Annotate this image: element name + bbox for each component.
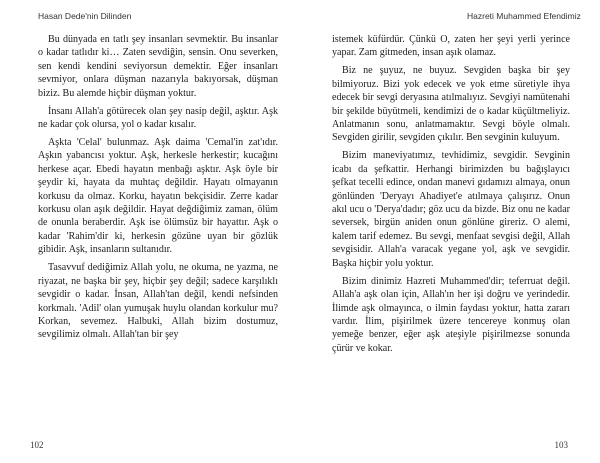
left-running-head: Hasan Dede'nin Dilinden (38, 11, 132, 21)
right-paragraph-3: Bizim maneviyatımız, tevhidimiz, sevgidir. Sevginin icabı da şefkattir. Herhangi birimizden bu bağışlayıcı şefkat tecelli edince, ondan manevi gıdamızı almaya, onun gönlünden 'Deryayı Ahadiyet'e atılmaya çalışırız. Onun akıl ucu o 'Derya'dadır; göz ucu da bizde. Biz onu ne kadar seversek, birgün aniden onun gönlüne gireriz. O alemi, kalem tarif edemez. Bu sevgi, menfaat sevgisi değil, Allah sevgisidir. Allah'a varacak yegane yol, aşk ve sevgidir. Başka hiçbir yolu yoktur. (332, 150, 570, 269)
right-running-head: Hazreti Muhammed Efendimiz (467, 11, 581, 21)
left-paragraph-1: Bu dünyada en tatlı şey insanları sevmektir. Bu insanlar o kadar tatlıdır ki… Zaten sevdiğin, sensin. Onu severken, sen kendi kendini seviyorsun demektir. Eğer insanları sevmiyor, onlara düşman nazarıyla bakıyorsak, düşman biziz. Bu alemde hiçbir düşman yoktur. (38, 34, 278, 99)
left-paragraph-4: Tasavvuf dediğimiz Allah yolu, ne okuma, ne yazma, ne riyazat, ne başka bir şey, hiçbir şey değil; sadece karşılıklı sevgidir o kadar. İnsan, Allah'tan değil, kendi nefsinden korkmalı. 'Adil' olan yumuşak huylu olandan korkulur mu? Korkan, sevemez. Halbuki, Allah bizim dostumuz, sevgilimiz olmalı. Allah'tan bir şey (38, 262, 278, 341)
left-page-number: 102 (30, 440, 44, 450)
right-paragraph-1: istemek küfürdür. Çünkü O, zaten her şeyi yerli yerince yapar. Zam gitmeden, insan aşık olamaz. (332, 34, 570, 59)
right-paragraph-4: Bizim dinimiz Hazreti Muhammed'dir; teferruat değil. Allah'a aşk olan için, Allah'ın her işi doğru ve yerindedir. İlimde aşk olmayınca, o ilmin faydası yoktur, hatta zararı vardır. İlim, pişirilmek üzere tencereye konmuş olan yemeğe benzer, eğer aşk ateşiyle pişirilmezse sonunda çürür ve kokar. (332, 275, 570, 354)
right-page (300, 0, 600, 463)
left-body-text (38, 33, 278, 346)
right-body-text (332, 33, 570, 360)
left-paragraph-2: İnsanı Allah'a götürecek olan şey nasip değil, aşktır. Aşk ne kadar çok olursa, yol o kadar kısalır. (38, 105, 278, 131)
left-paragraph-3: Aşkta 'Celal' bulunmaz. Aşk daima 'Cemal'in zat'ıdır. Aşkın yabancısı yoktur. Aşk, herkesle herkestir; kucağını herkese açar. Ebedi hayatın menbağı aşktır. Aşk öyle bir şeydir ki, hayata da muhtaç değildir. Hayatı olmayanın korkusu da olmaz. Korku, hayatın bekçisidir. Zerre kadar korkusu olan aşık değildir. Hayat değdiğimiz zaman, ölüm de onunla beraberdir. Aşk ise ölümsüz bir hayattır. Aşk o kadar 'Rahim'dir ki, herkesin gözüne uyan bir gözlük gibidir. Aşk, insanların sultanıdır. (38, 137, 278, 256)
right-paragraph-2: Biz ne şuyuz, ne buyuz. Sevgiden başka bir şey bilmiyoruz. Bizi yok edecek ve yok etme süretiyle ihya edecek bir sevgi deryasına atılmalıyız. Sevgiyi namütenahi bir şekilde büyütmeli, kendimizi de o kadar küçültmeliyiz. Anlatmanın sonu, anlatmamaktır. Sevgi böyle olmalı. Sevgiden girilir, sevgiden çıkılır. Ben sevginin kuluyum. (332, 65, 570, 144)
right-page-number: 103 (554, 440, 568, 450)
